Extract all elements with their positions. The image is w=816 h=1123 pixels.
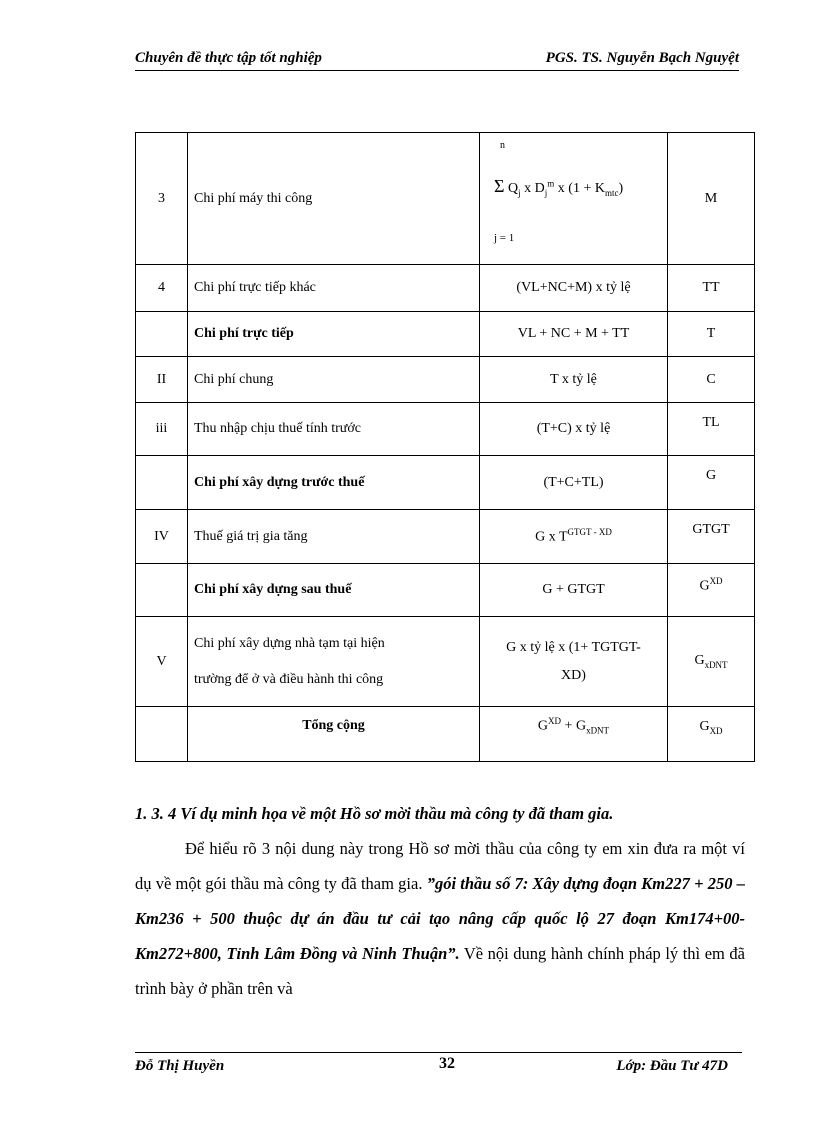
sum-upper-limit: n [500, 139, 505, 151]
row-formula [480, 510, 668, 564]
d-subscript: j [544, 187, 548, 198]
page-header [135, 48, 739, 71]
row-symbol [668, 617, 755, 707]
row-formula: (VL+NC+M) x tỷ lệ [480, 265, 668, 312]
header-title: Chuyên đề thực tập tốt nghiệp [135, 50, 322, 66]
row-item: Chi phí xây dựng sau thuế [188, 564, 480, 617]
row-symbol: M [668, 133, 755, 265]
row-formula [480, 617, 668, 707]
item-line-2: trường để ở và điều hành thi công [194, 671, 384, 687]
k-term: x (1 + K [554, 180, 605, 196]
row-symbol: G [668, 456, 755, 510]
table-row [136, 265, 755, 312]
row-item: Chi phí xây dựng trước thuế [188, 456, 480, 510]
row-item [188, 617, 480, 707]
row-number: 3 [136, 133, 188, 265]
row-item: Chi phí chung [188, 357, 480, 403]
row-number [136, 564, 188, 617]
symbol-main: G [694, 653, 705, 669]
row-formula [480, 133, 668, 265]
body-text [135, 796, 745, 1006]
table-row [136, 133, 755, 265]
row-item: Tổng cộng [188, 707, 480, 762]
footer-author: Đỗ Thị Huyền [135, 1058, 225, 1074]
total-plus-g: + G [561, 718, 587, 734]
table-row [136, 707, 755, 762]
row-symbol [668, 564, 755, 617]
row-formula: (T+C+TL) [480, 456, 668, 510]
paragraph-end: Về nội dung hành chính pháp lý thì em đã trình bày ở phần trên và [135, 944, 745, 998]
symbol-main: G [699, 719, 710, 734]
paragraph-bold: ”gói thầu số 7: Xây dựng đoạn Km227 + 250 – Km236 + 500 thuộc dự án đầu tư cải tạo nâng cấp quốc lộ 27 đoạn Km174+00-Km272+800, Tỉnh Lâm Đồng và Ninh Thuận”. [135, 874, 745, 963]
formula-line-2: XD) [561, 667, 586, 683]
item-line-1: Chi phí xây dựng nhà tạm tại hiện [194, 635, 385, 651]
row-number [136, 707, 188, 762]
total-g-subscript: xDNT [586, 725, 610, 736]
row-number: 4 [136, 265, 188, 312]
total-g: G [537, 718, 549, 734]
row-symbol: T [668, 312, 755, 357]
row-symbol: TT [668, 265, 755, 312]
table-row [136, 510, 755, 564]
formula-line-1: G x tỷ lệ x (1+ TGTGT- [506, 639, 641, 655]
close-paren: ) [618, 180, 624, 196]
symbol-subscript: XD [709, 725, 723, 736]
row-formula: T x tỷ lệ [480, 357, 668, 403]
symbol-main: G [699, 578, 710, 594]
row-symbol: TL [668, 403, 755, 456]
total-g-superscript: XD [548, 716, 562, 727]
vat-formula: G x T [535, 529, 568, 545]
row-formula: (T+C) x tỷ lệ [480, 403, 668, 456]
row-symbol: C [668, 357, 755, 403]
row-formula: VL + NC + M + TT [480, 312, 668, 357]
footer-class: Lớp: Đầu Tư 47D [616, 1058, 728, 1074]
table-row [136, 617, 755, 707]
table-row [136, 357, 755, 403]
row-item: Chi phí trực tiếp khác [188, 265, 480, 312]
d-term: x D [520, 180, 545, 196]
row-formula: G + GTGT [480, 564, 668, 617]
k-subscript: mtc [604, 187, 619, 198]
symbol-superscript: XD [709, 576, 723, 586]
row-item: Chi phí máy thi công [188, 133, 480, 265]
table-row [136, 403, 755, 456]
table-row [136, 312, 755, 357]
cost-table [135, 132, 755, 762]
row-item: Thu nhập chịu thuế tính trước [188, 403, 480, 456]
row-number [136, 456, 188, 510]
table-row [136, 564, 755, 617]
row-item: Thuế giá trị gia tăng [188, 510, 480, 564]
row-symbol: GTGT [668, 510, 755, 564]
row-number: V [136, 617, 188, 707]
row-symbol [668, 707, 755, 762]
section-heading: 1. 3. 4 Ví dụ minh họa về một Hồ sơ mời thầu mà công ty đã tham gia. [135, 804, 614, 823]
sum-expression [494, 176, 623, 198]
sigma-symbol: Σ [494, 175, 505, 196]
section-paragraph [135, 831, 745, 1006]
page-footer [135, 1052, 742, 1074]
paragraph-start: Để hiểu rõ 3 nội dung này trong Hồ sơ mời thầu của công ty em xin đưa ra một ví dụ về một gói thầu mà công ty đã tham gia. [135, 839, 745, 893]
row-number [136, 312, 188, 357]
header-author: PGS. TS. Nguyễn Bạch Nguyệt [545, 50, 739, 66]
page-number: 32 [439, 1055, 455, 1072]
row-formula [480, 707, 668, 762]
sum-lower-limit: j = 1 [494, 231, 515, 244]
d-superscript: m [547, 177, 555, 188]
symbol-subscript: xDNT [704, 659, 728, 670]
row-number: IV [136, 510, 188, 564]
row-number: iii [136, 403, 188, 456]
row-item: Chi phí trực tiếp [188, 312, 480, 357]
vat-formula-superscript: GTGT - XD [567, 527, 612, 538]
table-row [136, 456, 755, 510]
row-number: II [136, 357, 188, 403]
q-subscript: j [518, 187, 521, 198]
q-term: Q [507, 180, 519, 196]
